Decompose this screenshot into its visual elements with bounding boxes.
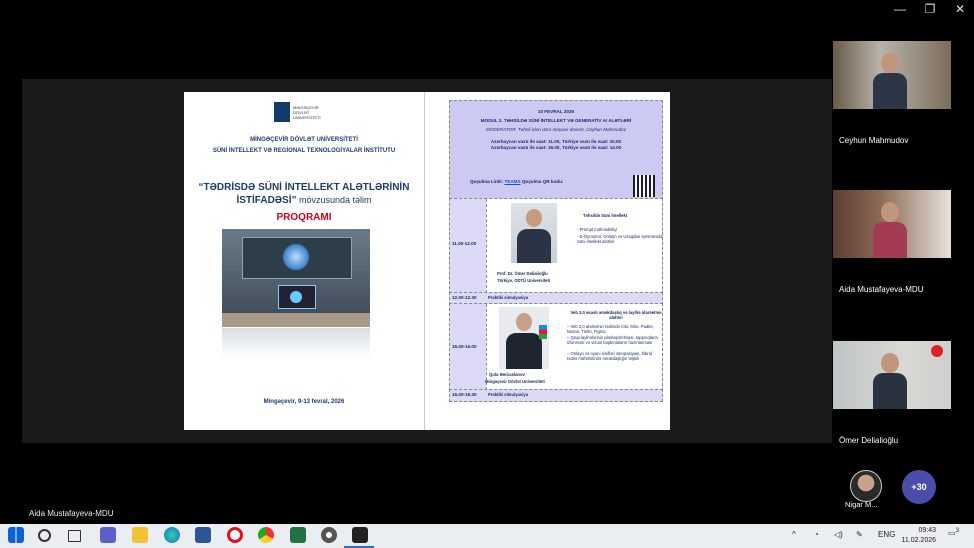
chrome-icon[interactable] (258, 527, 274, 543)
session-topic: Təhsildə Süni İntellekt (583, 213, 628, 218)
participant-name: Nigar M... (845, 500, 878, 509)
participant-video-tile[interactable] (833, 190, 951, 258)
notifications-icon[interactable]: ▭$^3$ (948, 528, 959, 538)
language-indicator[interactable]: ENG (878, 530, 896, 539)
participant-name: Aida Mustafayeva-MDU (839, 285, 924, 294)
session-bullet: - Prompt mühəndisliyi (577, 227, 618, 232)
windows-taskbar (0, 524, 974, 548)
pen-icon[interactable]: ✎ (856, 530, 863, 539)
shared-document (184, 92, 670, 430)
session-row-3 (449, 303, 663, 391)
restore-button[interactable]: ❐ (924, 2, 936, 16)
participant-video (873, 353, 907, 409)
self-view-name: Aida Mustafayeva-MDU (29, 509, 114, 518)
session-bullet: – Veb 3.0 alətlərinin tədrisdə rolu: Miro, Padlet, Notion, Trello, Figma (567, 324, 654, 335)
session-bullet: – Qrup layihələrinin planlaşdırılması, tapşırıqların izlənməsi və vizual təqdimatların hazırlanması (567, 335, 659, 346)
book-logo-icon (274, 102, 290, 122)
schedule-date: 10 FEVRAL 2026 (537, 109, 575, 114)
speaker-photo (499, 307, 549, 369)
session-label: Praktiki simulyasiya (488, 392, 529, 397)
logo-text: MINGƏÇEVİR DÖVLƏT UNİVERSİTETİ (293, 104, 321, 120)
training-title-line2: İSTİFADƏSİ” (236, 195, 297, 206)
moderator: MODERATOR: Təhsil işləri üzrə müşavir dosent, Ceyhun Mahmudov (486, 127, 626, 132)
session-time: 16.00-16.30 (452, 392, 477, 397)
close-button[interactable]: ✕ (954, 2, 966, 16)
teams-link[interactable]: TEAMS (504, 179, 521, 184)
classroom-ai-illustration (222, 229, 370, 327)
speaker-photo (511, 203, 557, 263)
session-bullet: - E-Öyrənmə, Onlayn və Uzaqdan öyrənmədə Süni İntellekt alətləri (577, 234, 663, 245)
brain-glow-icon (282, 243, 310, 271)
participant-video (873, 53, 907, 109)
program-schedule-page (426, 92, 670, 430)
excel-icon[interactable] (290, 527, 306, 543)
chevron-up-icon[interactable]: ^ (792, 530, 796, 539)
illustration-reflection (222, 328, 370, 358)
time-line-1: Azərbaycan vaxtı ilə saat: 11.00, Türkiyə vaxtı ilə saat: 10.00 (490, 139, 622, 144)
time-line-2: Azərbaycan vaxtı ilə saat: 15.00, Türkiyə vaxtı ilə saat: 14.00 (490, 145, 622, 150)
speaker-affiliation: Mingəçevir Dövlət Universiteti (485, 379, 545, 384)
more-participants-button[interactable]: +30 (902, 470, 936, 504)
flag-icon (931, 345, 943, 357)
participant-name: Ömer Delialioğlu (839, 436, 899, 445)
training-title (194, 181, 414, 207)
join-line (470, 179, 630, 185)
training-title-line1: “TƏDRİSDƏ SÜNİ İNTELLEKT ALƏTLƏRİNİN (198, 182, 410, 193)
minimize-button[interactable]: — (894, 2, 906, 16)
volume-icon[interactable]: ◁) (834, 530, 843, 539)
participant-name: Ceyhun Mahmudov (839, 136, 909, 145)
teams-icon[interactable] (100, 527, 116, 543)
institute-name: SÜNİ İNTELLEKT VƏ REGİONAL TEXNOLOGİYALAR İNSTİTUTU (212, 148, 396, 154)
session-label: Praktiki simulyasiya (488, 295, 529, 300)
program-heading: PROQRAMI (276, 212, 332, 223)
network-icon[interactable]: ◔ (814, 530, 819, 539)
edge-browser-icon[interactable] (164, 527, 180, 543)
university-logo (274, 102, 323, 122)
ai-orb-icon (290, 291, 302, 303)
join-link-label: Qoşulma Linki: (470, 179, 504, 184)
clock-time: 09:43 (918, 527, 936, 534)
speaker-name: Qulu Əmiraslanov (489, 372, 525, 377)
participant-video-tile[interactable] (833, 341, 951, 409)
word-icon[interactable] (195, 527, 211, 543)
session-row-4 (449, 389, 663, 402)
university-name: MİNGƏÇEVİR DÖVLƏT UNİVERSİTETİ (250, 137, 358, 143)
clapperboard-app-icon[interactable] (352, 527, 368, 543)
session-row-1 (449, 198, 663, 294)
clock[interactable] (898, 526, 936, 546)
window-controls (892, 2, 968, 16)
speaker-affiliation: Türkiyə, ODTÜ Universiteti (497, 278, 551, 283)
file-explorer-icon[interactable] (132, 527, 148, 543)
participant-video (873, 202, 907, 258)
training-title-line2-wrap (194, 194, 414, 207)
desk-shape (222, 313, 370, 327)
opera-icon[interactable] (227, 527, 243, 543)
qr-code-icon (633, 175, 655, 197)
speaker-name: Prof. Dr. Ömer Delialioğlu (497, 271, 548, 276)
clock-date: 11.02.2026 (901, 537, 936, 544)
program-cover-page (184, 92, 425, 430)
participant-video-tile[interactable] (833, 41, 951, 109)
task-view-icon[interactable] (68, 530, 81, 542)
flag-icon (539, 325, 547, 339)
session-bullet: – Onlayn və əyani sinifləri inteqrasiyası, hibrid tədris mühitlərində əməkdaşlığın təşkili (567, 351, 652, 362)
session-cell (486, 199, 662, 293)
avatar[interactable] (850, 470, 882, 502)
search-icon[interactable] (38, 529, 51, 542)
settings-gear-icon[interactable] (321, 527, 337, 543)
qr-label: Qoşulma QR kodu: (521, 179, 564, 184)
place-and-date: Mingəçevir, 9-13 fevral, 2026 (263, 399, 345, 405)
session-cell (486, 304, 662, 390)
session-time: 12.00-12.30 (452, 295, 477, 300)
session-time: 11.00-12.00 (452, 241, 477, 246)
session-time: 15.00-16.00 (452, 344, 477, 349)
training-title-suffix: mövzusunda təlim (296, 195, 372, 205)
notification-count: 3 (955, 528, 959, 534)
schedule-header (449, 100, 663, 200)
module-title: MODUL 2. TƏHSİLDƏ SÜNİ İNTELLEKT VƏ GENERATİV AI ALƏTLƏRİ (480, 118, 632, 123)
windows-start-icon[interactable] (8, 527, 24, 543)
session-topic: Veb 3.0 əsaslı əməkdaşlıq və layihə idarəetmə alətləri (570, 310, 662, 321)
